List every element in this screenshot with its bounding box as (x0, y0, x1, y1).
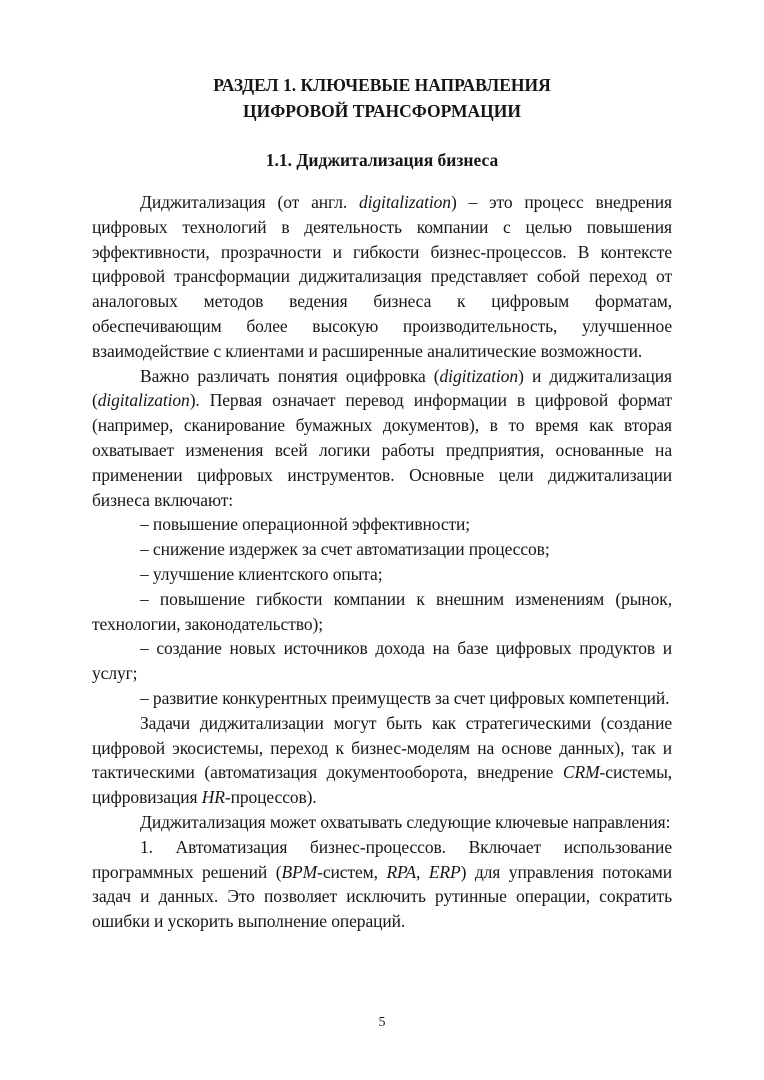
list-item: – снижение издержек за счет автоматизации процессов; (140, 539, 550, 560)
paragraph-distinction: Важно различать понятия оцифровка (digitization) и диджитализация (digitalization). Первая означает перевод информации в цифровой формат (например, сканирование бумажных документов), в то время как вторая охватывает изменения всей логики работы предприятия, основанные на применении цифровых инструментов. Основные цели диджитализации бизнеса включают: (92, 365, 672, 510)
list-item: – создание новых источников дохода на базе цифровых продуктов и услуг; (92, 638, 672, 684)
term-digitalization: digitalization (359, 192, 451, 212)
term-hr: HR (201, 787, 225, 808)
term-bpm: BPM (281, 861, 318, 882)
subsection-title: 1.1. Диджитализация бизнеса (265, 150, 499, 170)
page-number: 5 (378, 1015, 386, 1030)
term-erp: ERP (428, 861, 461, 882)
paragraph-directions: Диджитализация может охватывать следующие ключевые направления: (140, 811, 671, 832)
list-item: – улучшение клиентского опыта; (140, 563, 383, 584)
section-title (92, 72, 672, 124)
list-item: – повышение операционной эффективности; (140, 514, 471, 535)
list-item: – развитие конкурентных преимуществ за счет цифровых компетенций. (140, 687, 670, 708)
body-text (92, 190, 672, 934)
section-title-line1: РАЗДЕЛ 1. КЛЮЧЕВЫЕ НАПРАВЛЕНИЯ (213, 75, 551, 95)
term-digitalization-2: digitalization (97, 390, 190, 411)
term-digitization: digitization (439, 365, 519, 386)
section-title-line2: ЦИФРОВОЙ ТРАНСФОРМАЦИИ (243, 101, 521, 121)
list-item: – повышение гибкости компании к внешним изменениям (рынок, технологии, законодательство); (92, 588, 672, 634)
paragraph-definition: Диджитализация (от англ. digitalization) – это процесс внедрения цифровых технологий в деятельность компании с целью повышения эффективности, прозрачности и гибкости бизнес-процессов. В контексте цифровой трансформации диджитализация представляет собой переход от аналоговых методов ведения бизнеса к цифровым форматам, обеспечивающим более высокую производительность, улучшенное взаимодействие с клиентами и расширенные аналитические возможности. (92, 192, 672, 361)
term-crm: CRM (562, 762, 600, 783)
paragraph-tasks: Задачи диджитализации могут быть как стратегическими (создание цифровой экосистемы, переход к бизнес-моделям на основе данных), так и тактическими (автоматизация документооборота, внедрение CRM-системы, цифровизация HR-процессов). (92, 712, 672, 808)
paragraph-automation: 1. Автоматизация бизнес-процессов. Включает использование программных решений (BPM-систем, RPA, ERP) для управления потоками задач и данных. Это позволяет исключить рутинные операции, сократить ошибки и ускорить выполнение операций. (92, 836, 672, 932)
term-rpa: RPA (386, 861, 416, 882)
